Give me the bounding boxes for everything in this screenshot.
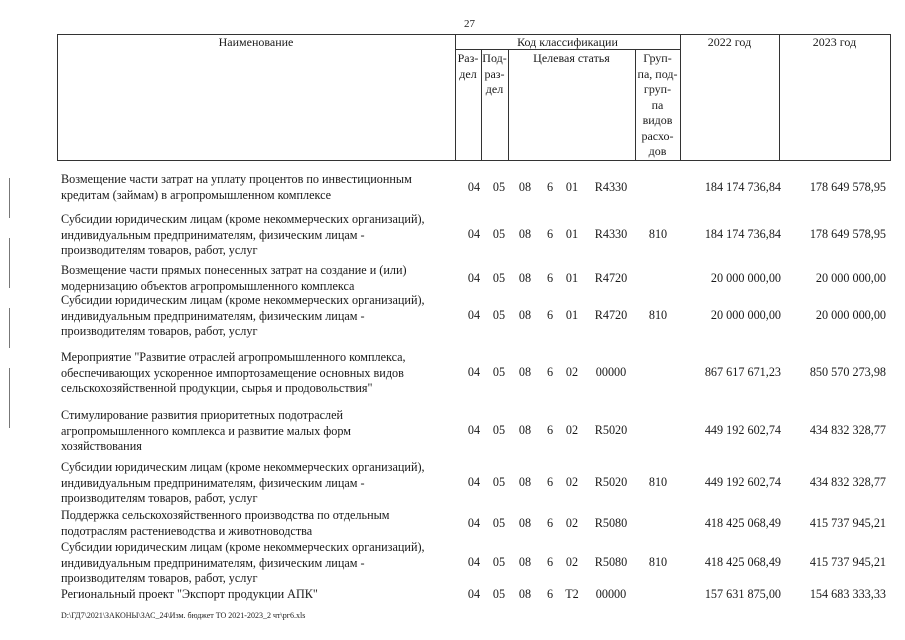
margin-marks — [9, 178, 11, 448]
row-code-podrazdel: 05 — [492, 423, 506, 437]
header-target-article: Целевая статья — [533, 51, 610, 65]
header-left-border — [57, 34, 58, 161]
row-code-cs1: 08 — [518, 180, 532, 194]
row-amount-2022: 449 192 602,74 — [704, 475, 781, 489]
row-code-razdel: 04 — [467, 587, 481, 601]
row-code-cs1: 08 — [518, 555, 532, 569]
row-code-cs3: 01 — [565, 308, 579, 322]
row-name: Субсидии юридическим лицам (кроме некоммерческих организаций), индивидуальным предпринимателям, физическим лицам - производителям товаров, работ, услуг — [61, 540, 425, 585]
row-amount-2023: 415 737 945,21 — [809, 516, 886, 530]
row-code-cs4: R4330 — [594, 227, 628, 241]
row-code-razdel: 04 — [467, 180, 481, 194]
row-code-cs3: 02 — [565, 516, 579, 530]
row-amount-2022: 184 174 736,84 — [704, 227, 781, 241]
row-code-cs1: 08 — [518, 227, 532, 241]
header-code-group: Код классификации — [517, 35, 618, 49]
row-name: Региональный проект "Экспорт продукции АПК" — [61, 587, 318, 601]
row-code-podrazdel: 05 — [492, 475, 506, 489]
row-code-razdel: 04 — [467, 475, 481, 489]
row-code-cs3: 01 — [565, 271, 579, 285]
row-code-cs4: R5080 — [594, 555, 628, 569]
row-amount-2022: 449 192 602,74 — [704, 423, 781, 437]
row-code-podrazdel: 05 — [492, 308, 506, 322]
row-code-razdel: 04 — [467, 555, 481, 569]
row-code-podrazdel: 05 — [492, 180, 506, 194]
row-code-podrazdel: 05 — [492, 516, 506, 530]
row-code-cs2: 6 — [546, 587, 554, 601]
row-code-cs1: 08 — [518, 516, 532, 530]
header-razdel: Раз- дел — [457, 51, 479, 81]
row-code-cs2: 6 — [546, 227, 554, 241]
row-amount-2023: 850 570 273,98 — [809, 365, 886, 379]
row-code-cs4: R4720 — [594, 308, 628, 322]
row-name: Стимулирование развития приоритетных подотраслей агропромышленного комплекса и развитие малых форм хозяйствования — [61, 408, 351, 453]
row-code-cs4: 00000 — [595, 365, 627, 379]
row-code-cs4: R5020 — [594, 423, 628, 437]
row-code-cs3: 02 — [565, 365, 579, 379]
row-code-podrazdel: 05 — [492, 271, 506, 285]
row-amount-2023: 154 683 333,33 — [809, 587, 886, 601]
row-name: Субсидии юридическим лицам (кроме некоммерческих организаций), индивидуальным предпринимателям, физическим лицам - производителям товаров, работ, услуг — [61, 212, 425, 257]
row-code-cs4: R4330 — [594, 180, 628, 194]
row-code-cs2: 6 — [546, 423, 554, 437]
row-amount-2023: 415 737 945,21 — [809, 555, 886, 569]
header-expense-type: Груп- па, под- груп- па видов расхо- дов — [637, 51, 678, 158]
page-number: 27 — [464, 18, 475, 30]
row-code-razdel: 04 — [467, 308, 481, 322]
row-code-cs3: 01 — [565, 180, 579, 194]
row-code-cs4: 00000 — [595, 587, 627, 601]
row-code-cs2: 6 — [546, 271, 554, 285]
header-name: Наименование — [218, 35, 294, 49]
row-amount-2022: 20 000 000,00 — [710, 308, 781, 322]
row-code-cs1: 08 — [518, 365, 532, 379]
row-code-cs1: 08 — [518, 308, 532, 322]
row-code-podrazdel: 05 — [492, 555, 506, 569]
row-name: Поддержка сельскохозяйственного производства по отдельным подотраслям растениеводства и животноводства — [61, 508, 390, 538]
file-path-footer: D:\ГД7\2021\ЗАКОНЫ\ЗАС_24\Изм. бюджет ТО 2021-2023_2 чт\рг6.xls — [61, 611, 306, 620]
row-amount-2022: 157 631 875,00 — [704, 587, 781, 601]
header-year-2023: 2023 год — [812, 35, 857, 49]
header-podrazdel: Под- раз- дел — [482, 51, 507, 96]
row-amount-2023: 178 649 578,95 — [809, 227, 886, 241]
row-code-razdel: 04 — [467, 271, 481, 285]
row-code-podrazdel: 05 — [492, 227, 506, 241]
row-name: Возмещение части прямых понесенных затрат на создание и (или) модернизацию объектов агропромышленного комплекса — [61, 263, 407, 293]
row-code-cs3: 01 — [565, 227, 579, 241]
row-code-razdel: 04 — [467, 365, 481, 379]
row-code-razdel: 04 — [467, 423, 481, 437]
header-bottom-border — [57, 160, 891, 161]
header-right-border — [890, 34, 891, 161]
classification-table-header — [57, 34, 891, 161]
row-amount-2023: 434 832 328,77 — [809, 423, 886, 437]
row-code-podrazdel: 05 — [492, 587, 506, 601]
row-name: Субсидии юридическим лицам (кроме некоммерческих организаций), индивидуальным предпринимателям, физическим лицам - производителям товаров, работ, услуг — [61, 460, 425, 505]
row-name: Субсидии юридическим лицам (кроме некоммерческих организаций), индивидуальным предпринимателям, физическим лицам - производителям товаров, работ, услуг — [61, 293, 425, 338]
row-amount-2022: 418 425 068,49 — [704, 555, 781, 569]
row-name: Возмещение части затрат на уплату процентов по инвестиционным кредитам (займам) в агропромышленном комплексе — [61, 172, 412, 202]
row-code-vid: 810 — [648, 555, 668, 569]
row-code-cs2: 6 — [546, 180, 554, 194]
row-amount-2022: 867 617 671,23 — [704, 365, 781, 379]
row-amount-2022: 184 174 736,84 — [704, 180, 781, 194]
row-amount-2023: 20 000 000,00 — [815, 271, 886, 285]
row-code-cs3: 02 — [565, 555, 579, 569]
row-code-vid: 810 — [648, 227, 668, 241]
row-code-cs2: 6 — [546, 308, 554, 322]
row-code-cs3: 02 — [565, 475, 579, 489]
row-code-razdel: 04 — [467, 227, 481, 241]
row-code-cs3: 02 — [565, 423, 579, 437]
row-code-cs4: R5020 — [594, 475, 628, 489]
row-code-cs4: R5080 — [594, 516, 628, 530]
row-amount-2023: 178 649 578,95 — [809, 180, 886, 194]
col-divider-vid — [680, 34, 681, 161]
row-amount-2022: 418 425 068,49 — [704, 516, 781, 530]
row-code-vid: 810 — [648, 475, 668, 489]
row-amount-2023: 20 000 000,00 — [815, 308, 886, 322]
row-code-cs1: 08 — [518, 587, 532, 601]
row-code-cs2: 6 — [546, 365, 554, 379]
header-year-2022: 2022 год — [707, 35, 752, 49]
row-code-cs2: 6 — [546, 516, 554, 530]
row-code-cs1: 08 — [518, 475, 532, 489]
row-code-cs2: 6 — [546, 475, 554, 489]
row-code-vid: 810 — [648, 308, 668, 322]
row-code-razdel: 04 — [467, 516, 481, 530]
row-code-cs2: 6 — [546, 555, 554, 569]
row-amount-2022: 20 000 000,00 — [710, 271, 781, 285]
col-divider-2022 — [779, 34, 780, 161]
row-name: Мероприятие "Развитие отраслей агропромышленного комплекса, обеспечивающих ускоренное импортозамещение основных видов сельскохозяйственной продукции, сырья и продовольствия" — [61, 350, 406, 395]
row-code-cs4: R4720 — [594, 271, 628, 285]
row-code-podrazdel: 05 — [492, 365, 506, 379]
row-code-cs1: 08 — [518, 271, 532, 285]
row-amount-2023: 434 832 328,77 — [809, 475, 886, 489]
row-code-cs1: 08 — [518, 423, 532, 437]
row-code-cs3: Т2 — [565, 587, 579, 601]
